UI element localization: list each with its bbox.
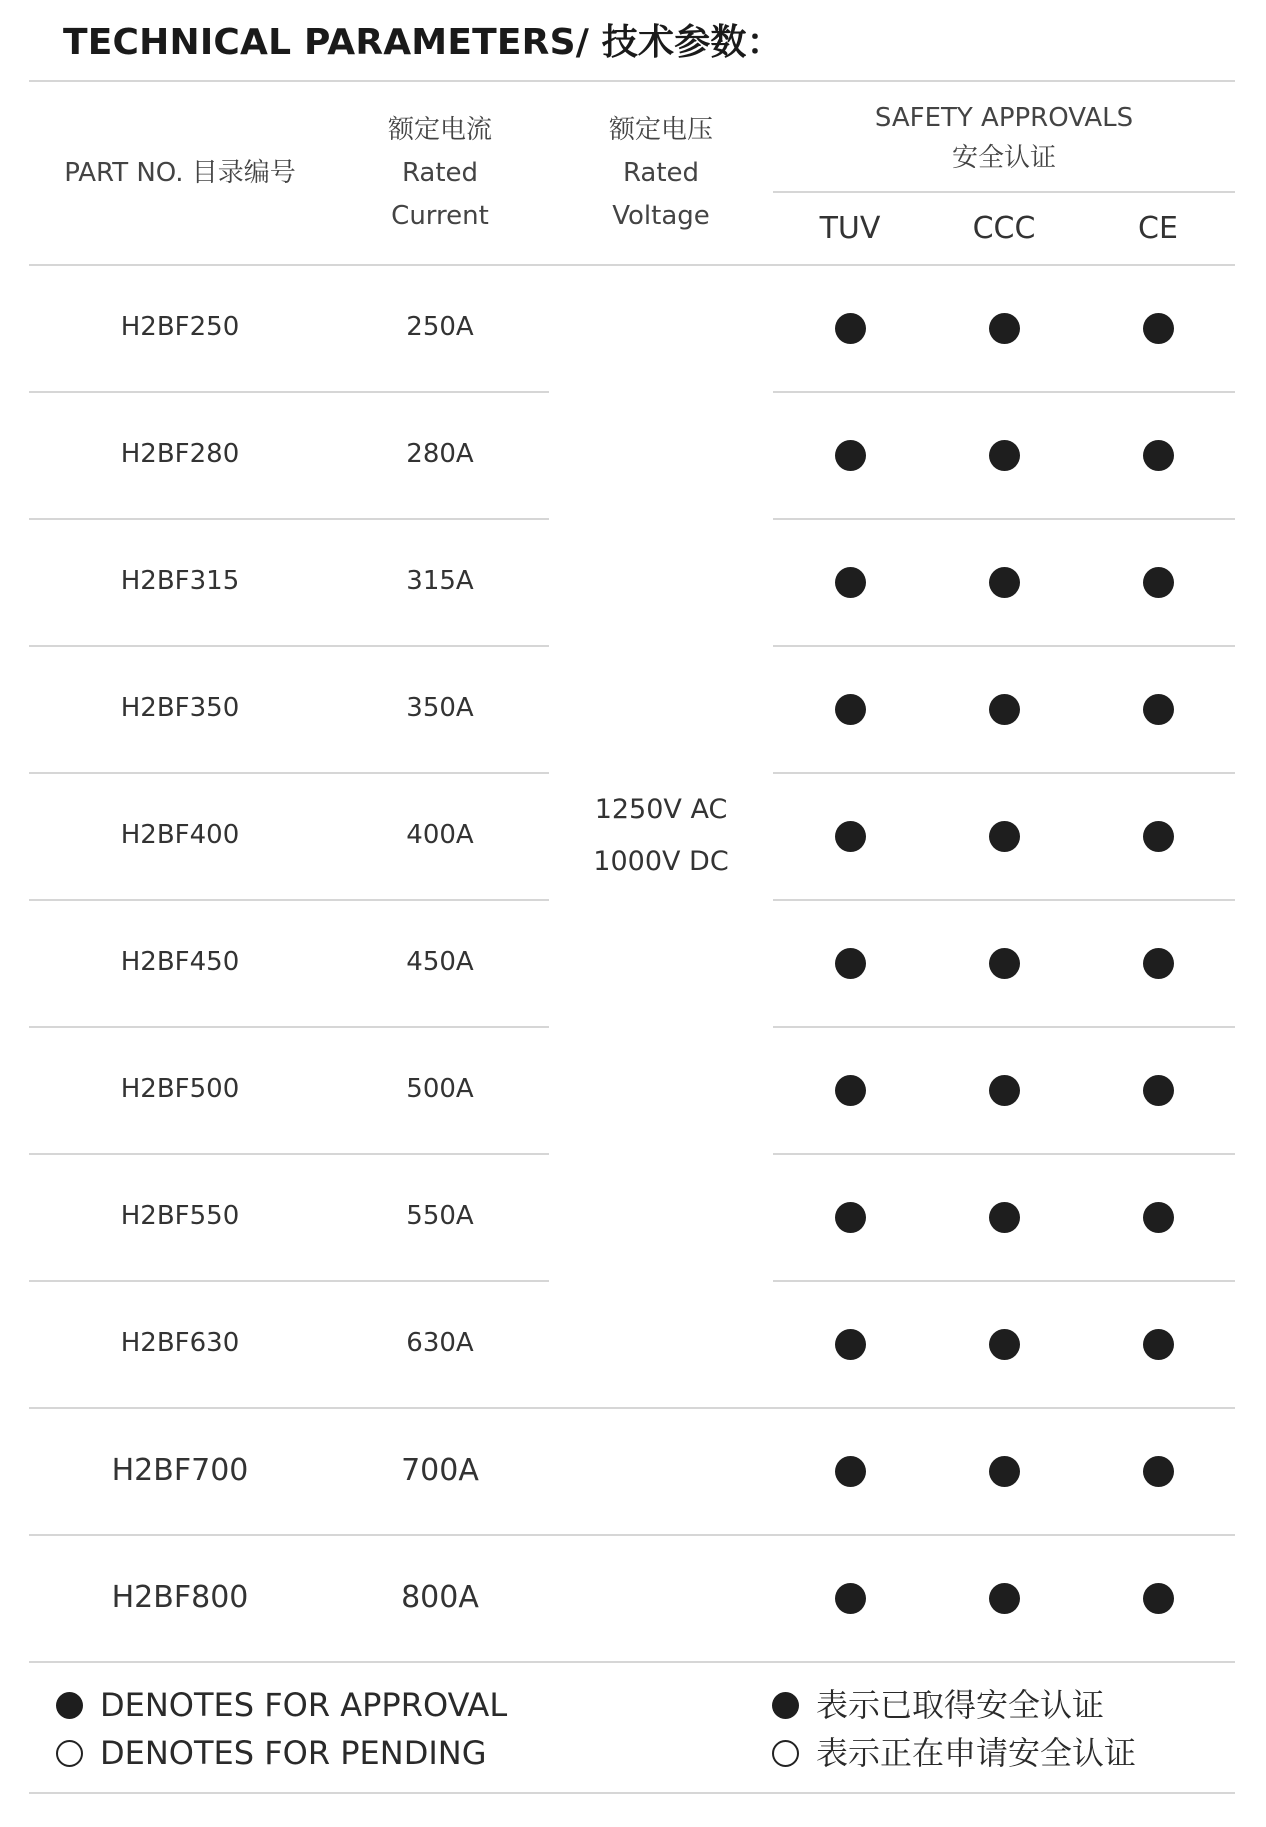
ccc-approved-dot-icon [989, 694, 1020, 725]
tuv-approved-dot-icon [835, 948, 866, 979]
empty-circle-icon [772, 1740, 799, 1767]
part-number-cell: H2BF350 [120, 693, 240, 723]
ccc-approved-dot-icon [989, 1075, 1020, 1106]
row-divider-right [773, 1153, 1235, 1155]
part-number-cell: H2BF280 [120, 439, 240, 469]
filled-circle-icon [772, 1692, 799, 1719]
table-bottom-rule [29, 1661, 1235, 1663]
tuv-approved-dot-icon [835, 821, 866, 852]
voltage-cell [549, 264, 773, 1407]
part-number-cell: H2BF450 [120, 947, 240, 977]
row-divider-right [773, 1280, 1235, 1282]
tuv-approved-dot-icon [835, 1583, 866, 1614]
header-current-cn: 额定电流 [387, 114, 492, 145]
part-number-cell: H2BF550 [120, 1201, 240, 1231]
part-number-cell: H2BF500 [120, 1074, 240, 1104]
ce-approved-dot-icon [1143, 1075, 1174, 1106]
part-number-cell: H2BF800 [111, 1580, 249, 1615]
header-tuv [773, 193, 927, 264]
tuv-approved-dot-icon [835, 440, 866, 471]
header-part-no [29, 82, 331, 264]
header-rated-voltage [549, 82, 773, 264]
ce-approved-dot-icon [1143, 567, 1174, 598]
tuv-approved-dot-icon [835, 694, 866, 725]
ccc-approved-dot-icon [989, 948, 1020, 979]
row-divider-right [773, 899, 1235, 901]
header-ce [1081, 193, 1235, 264]
page-title: TECHNICAL PARAMETERS/ 技术参数： [63, 22, 783, 63]
legend-pending-en: DENOTES FOR PENDING [100, 1734, 487, 1772]
ce-approved-dot-icon [1143, 821, 1174, 852]
voltage-ac: 1250V AC [594, 793, 728, 825]
tuv-approved-dot-icon [835, 1456, 866, 1487]
part-number-cell: H2BF400 [120, 820, 240, 850]
header-ccc [927, 193, 1081, 264]
row-divider-right [773, 391, 1235, 393]
part-number-cell: H2BF700 [111, 1453, 249, 1488]
header-rated-current [331, 82, 549, 264]
rated-current-cell: 250A [406, 312, 474, 342]
rated-current-cell: 630A [406, 1328, 474, 1358]
part-number-cell: H2BF630 [120, 1328, 240, 1358]
ccc-approved-dot-icon [989, 1329, 1020, 1360]
rated-current-cell: 800A [401, 1580, 479, 1615]
ce-approved-dot-icon [1143, 1583, 1174, 1614]
header-part-no-label: PART NO. 目录编号 [64, 157, 296, 188]
row-divider-right [773, 1026, 1235, 1028]
rated-current-cell: 400A [406, 820, 474, 850]
row-divider-right [773, 518, 1235, 520]
rated-current-cell: 550A [406, 1201, 474, 1231]
legend-pending-cn: 表示正在申请安全认证 [816, 1734, 1137, 1772]
rated-current-cell: 315A [406, 566, 474, 596]
header-safety-approvals [773, 88, 1235, 188]
voltage-dc: 1000V DC [593, 845, 729, 877]
ce-approved-dot-icon [1143, 1202, 1174, 1233]
ccc-approved-dot-icon [989, 313, 1020, 344]
tuv-approved-dot-icon [835, 567, 866, 598]
tuv-approved-dot-icon [835, 313, 866, 344]
ccc-approved-dot-icon [989, 1583, 1020, 1614]
rated-current-cell: 450A [406, 947, 474, 977]
header-tuv-label: TUV [819, 211, 881, 246]
header-ccc-label: CCC [972, 211, 1036, 246]
ccc-approved-dot-icon [989, 440, 1020, 471]
ce-approved-dot-icon [1143, 313, 1174, 344]
legend-bottom-rule [29, 1792, 1235, 1794]
header-current-en2: Current [391, 200, 489, 231]
rated-current-cell: 700A [401, 1453, 479, 1488]
header-voltage-en2: Voltage [612, 200, 710, 231]
tuv-approved-dot-icon [835, 1202, 866, 1233]
ce-approved-dot-icon [1143, 694, 1174, 725]
ce-approved-dot-icon [1143, 1456, 1174, 1487]
filled-circle-icon [56, 1692, 83, 1719]
legend-approval-en: DENOTES FOR APPROVAL [100, 1686, 508, 1724]
ce-approved-dot-icon [1143, 1329, 1174, 1360]
row-divider-right [773, 645, 1235, 647]
legend-approval-cn: 表示已取得安全认证 [816, 1686, 1105, 1724]
empty-circle-icon [56, 1740, 83, 1767]
header-voltage-cn: 额定电压 [608, 114, 713, 145]
header-current-en1: Rated [401, 157, 479, 188]
tuv-approved-dot-icon [835, 1075, 866, 1106]
row-divider-right [773, 772, 1235, 774]
ce-approved-dot-icon [1143, 440, 1174, 471]
ccc-approved-dot-icon [989, 567, 1020, 598]
part-number-cell: H2BF315 [120, 566, 240, 596]
rated-current-cell: 500A [406, 1074, 474, 1104]
header-ce-label: CE [1138, 211, 1178, 246]
tuv-approved-dot-icon [835, 1329, 866, 1360]
ccc-approved-dot-icon [989, 1456, 1020, 1487]
ccc-approved-dot-icon [989, 1202, 1020, 1233]
rated-current-cell: 280A [406, 439, 474, 469]
rated-current-cell: 350A [406, 693, 474, 723]
header-approvals-cn: 安全认证 [951, 143, 1056, 173]
header-approvals-en: SAFETY APPROVALS [874, 103, 1134, 133]
header-voltage-en1: Rated [622, 157, 700, 188]
ce-approved-dot-icon [1143, 948, 1174, 979]
ccc-approved-dot-icon [989, 821, 1020, 852]
part-number-cell: H2BF250 [120, 312, 240, 342]
